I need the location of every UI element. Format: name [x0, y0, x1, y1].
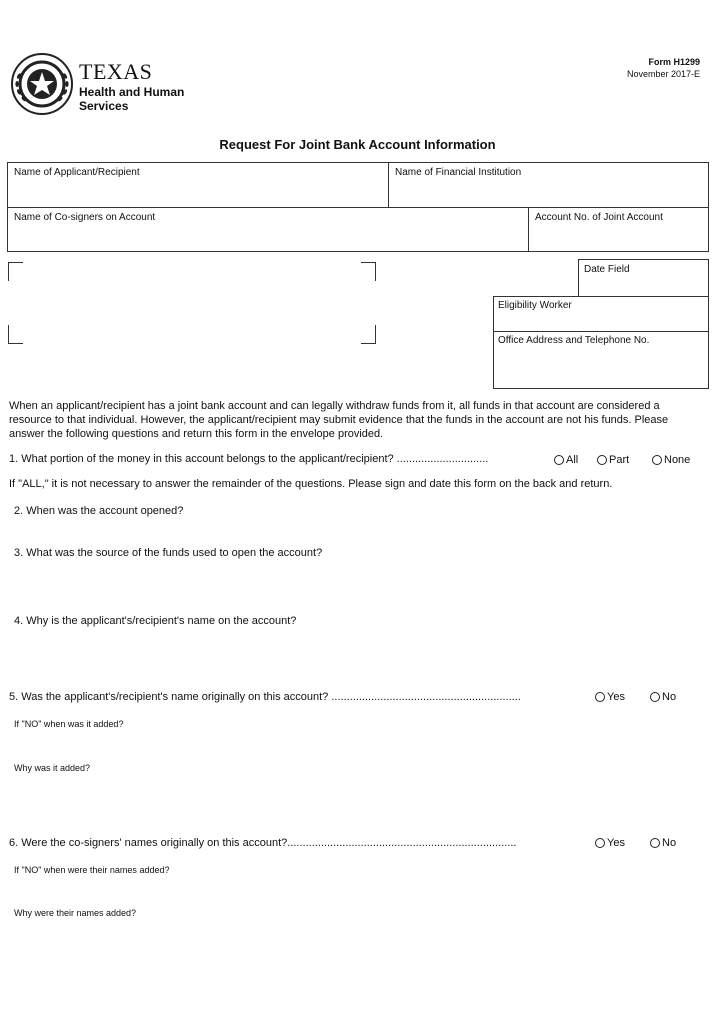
- option-yes-label: Yes: [607, 837, 625, 849]
- agency-subtitle: Health and Human Services: [79, 85, 185, 113]
- radio-circle-icon[interactable]: [652, 455, 662, 465]
- intro-paragraph: When an applicant/recipient has a joint bank account and can legally withdraw funds from it, all funds in that account are considered a resource to that individual. However, the applicant/recipient may submit evidence that the funds in the account are not his funds. Please answer the following questions and return this form in the envelope provided.: [9, 400, 669, 440]
- question-6-sub-2: Why were their names added?: [14, 908, 137, 918]
- eligibility-worker-field[interactable]: [493, 296, 709, 332]
- cosigners-label: Name of Co-signers on Account: [14, 212, 156, 223]
- question-6-options: [595, 836, 676, 850]
- question-2: 2. When was the account opened?: [14, 505, 184, 517]
- financial-institution-label: Name of Financial Institution: [395, 167, 522, 178]
- radio-circle-icon[interactable]: [650, 692, 660, 702]
- note-all: If "ALL," it is not necessary to answer the remainder of the questions. Please sign and date this form on the back and return.: [9, 478, 613, 490]
- radio-circle-icon[interactable]: [650, 838, 660, 848]
- radio-circle-icon[interactable]: [597, 455, 607, 465]
- cosigners-field[interactable]: [7, 207, 529, 252]
- option-all[interactable]: [554, 453, 597, 467]
- question-4: 4. Why is the applicant's/recipient's name on the account?: [14, 615, 297, 627]
- question-1: 1. What portion of the money in this account belongs to the applicant/recipient? ..............................: [9, 453, 489, 465]
- financial-institution-field[interactable]: [388, 162, 709, 208]
- agency-name: TEXAS: [79, 59, 153, 84]
- address-window-corner-bl: [8, 325, 23, 344]
- radio-circle-icon[interactable]: [595, 692, 605, 702]
- question-6: 6. Were the co-signers' names originally on this account?...........................................................................: [9, 837, 517, 849]
- question-5-options: [595, 690, 676, 704]
- date-field[interactable]: [578, 259, 709, 297]
- address-window-corner-br: [361, 325, 376, 344]
- page-title: Request For Joint Bank Account Information: [219, 137, 496, 152]
- form-date: November 2017-E: [626, 69, 700, 79]
- option-part-label: Part: [609, 454, 630, 466]
- account-number-label: Account No. of Joint Account: [535, 212, 663, 223]
- option-yes[interactable]: [595, 836, 650, 850]
- option-yes-label: Yes: [607, 691, 625, 703]
- question-6-sub-1: If "NO" when were their names added?: [14, 865, 170, 875]
- address-window-corner-tr: [361, 262, 376, 281]
- applicant-name-field[interactable]: [7, 162, 389, 208]
- address-window-corner-tl: [8, 262, 23, 281]
- option-no[interactable]: [650, 836, 676, 850]
- option-none[interactable]: [652, 453, 690, 467]
- option-no-label: No: [662, 837, 677, 849]
- form-number: Form H1299: [648, 57, 700, 67]
- option-none-label: None: [664, 454, 691, 466]
- radio-circle-icon[interactable]: [554, 455, 564, 465]
- question-5: 5. Was the applicant's/recipient's name originally on this account? ..............................................................: [9, 691, 521, 703]
- option-yes[interactable]: [595, 690, 650, 704]
- date-field-label: Date Field: [584, 264, 630, 275]
- question-5-sub-2: Why was it added?: [14, 763, 91, 773]
- option-all-label: All: [566, 454, 579, 466]
- eligibility-worker-label: Eligibility Worker: [498, 300, 572, 311]
- option-no-label: No: [662, 691, 677, 703]
- option-part[interactable]: [597, 453, 652, 467]
- applicant-name-label: Name of Applicant/Recipient: [14, 167, 140, 178]
- texas-seal-logo: [10, 52, 74, 116]
- question-3: 3. What was the source of the funds used to open the account?: [14, 547, 323, 559]
- radio-circle-icon[interactable]: [595, 838, 605, 848]
- option-no[interactable]: [650, 690, 676, 704]
- account-number-field[interactable]: [528, 207, 709, 252]
- office-address-field[interactable]: [493, 331, 709, 389]
- office-address-label: Office Address and Telephone No.: [498, 335, 650, 346]
- question-1-options: [554, 453, 690, 467]
- question-5-sub-1: If "NO" when was it added?: [14, 719, 124, 729]
- form-id-block: [627, 56, 700, 80]
